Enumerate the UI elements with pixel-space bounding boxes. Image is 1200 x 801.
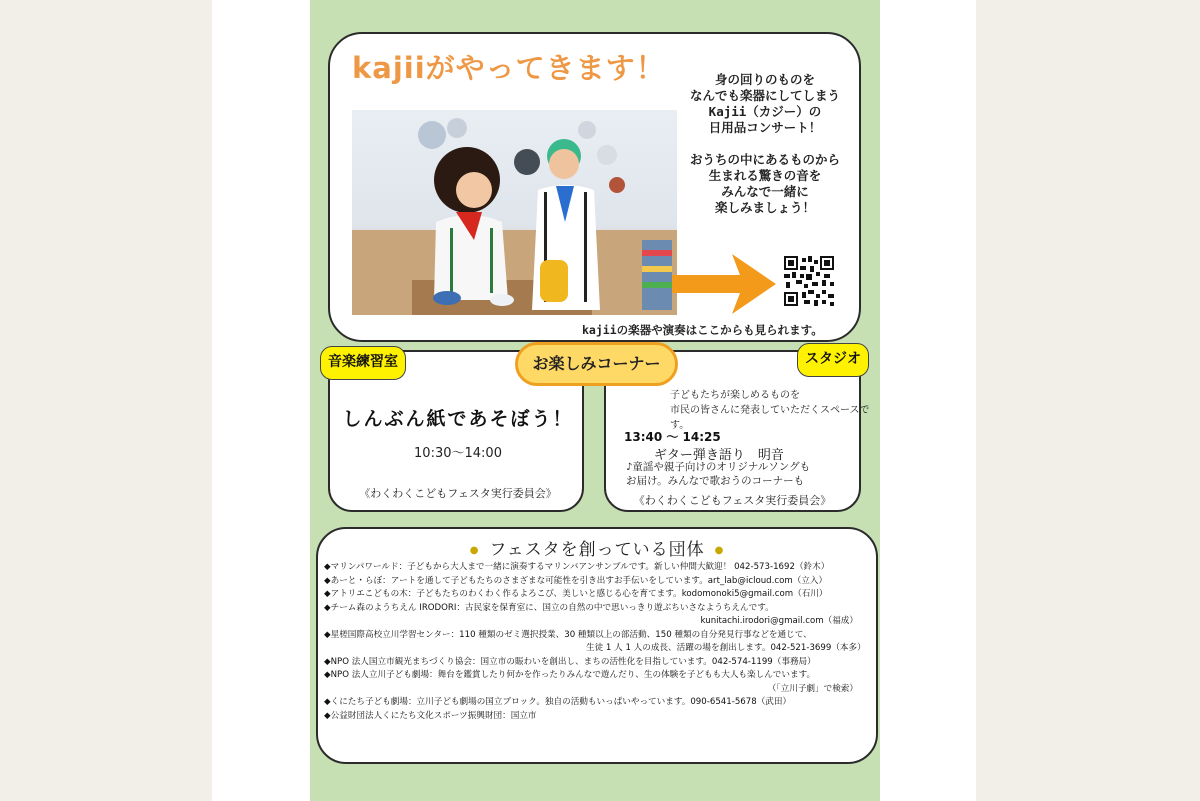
music-room-label: 音楽練習室 [320, 346, 406, 380]
dot-icon: ● [714, 544, 725, 556]
list-item: ◆NPO 法人立川子ども劇場：舞台を鑑賞したり何かを作ったりみんなで遊んだり、生の体験を子どもも大人も楽しんでいます。 [324, 670, 816, 680]
list-item-continued: kunitachi.irodori@gmail.com（福成） [700, 616, 858, 626]
music-room-organizer: 《わくわくこどもフェスタ実行委員会》 [359, 487, 557, 500]
studio-description-line: 市民の皆さんに発表していただくスペースです。 [670, 405, 870, 431]
intro-line: おうちの中にあるものから [689, 152, 840, 167]
intro-line: Kajii（カジー）の [708, 104, 822, 119]
intro-text [670, 72, 860, 216]
list-item: ◆くにたち子ども劇場：立川子ども劇場の国立ブロック。独自の活動もいっぱいやっています。090-6541-5678（武田） [324, 697, 792, 707]
performers-photo [352, 110, 677, 315]
list-item: ◆公益財団法人くにたち文化スポーツ振興財団：国立市 [324, 710, 537, 721]
list-item-continued: （「立川子劇」で検索） [767, 683, 858, 694]
corner-badge: お楽しみコーナー [515, 342, 678, 386]
intro-line: 楽しみましょう！ [714, 200, 815, 215]
groups-title: フェスタを創っている団体 [489, 540, 705, 560]
groups-heading [316, 535, 878, 560]
list-item: ◆星槎国際高校立川学習センター：110 種類のゼミ選択授業、30 種類以上の部活動、150 種類の自分発見行事などを通じて、 [324, 629, 812, 640]
list-item: ◆アトリエこどもの木：子どもたちのわくわく作るよろこび、美しいと感じる心を育てます。kodomonoki5@gmail.com（石川） [324, 589, 828, 599]
groups-list [324, 561, 876, 723]
poster-title: kajiiがやってきます！ [352, 51, 666, 85]
newspaper-activity-title: しんぶん紙であそぼう！ [342, 408, 574, 430]
poster [310, 0, 880, 801]
intro-line: 日用品コンサート！ [708, 120, 822, 135]
studio-note [626, 460, 810, 488]
qr-code-icon[interactable] [784, 256, 834, 306]
list-item: ◆あーと・らぼ：アートを通して子どもたちのさまざまな可能性を引き出すお手伝いをしています。art_lab@icloud.com（立入） [324, 575, 828, 586]
list-item-continued: 生徒 1 人 1 人の成長、活躍の場を創出します。042-521-3699（本多） [586, 643, 866, 653]
studio-time: 13:40 〜 14:25 [624, 430, 721, 444]
right-arrow-icon [670, 248, 780, 320]
qr-caption: kajiiの楽器や演奏はここからも見られます。 [582, 323, 823, 337]
studio-description [670, 388, 880, 433]
list-item: ◆チーム森のようちえん IRODORI：古民家を保育室に、国立の自然の中で思いっきり遊ぶちいさなようちえんです。 [324, 602, 774, 613]
intro-line: みんなで一緒に [721, 184, 809, 199]
studio-note-line: お届け。みんなで歌おうのコーナーも [626, 475, 805, 487]
studio-performance: ギター弾き語り 明音 [654, 448, 784, 463]
studio-note-line: ♪童謡や親子向けのオリジナルソングも [626, 461, 811, 473]
newspaper-activity-time: 10:30〜14:00 [414, 446, 502, 461]
intro-line: 身の回りのものを [714, 72, 815, 87]
intro-line: 生まれる驚きの音を [708, 168, 822, 183]
studio-label: スタジオ [797, 343, 869, 377]
studio-description-line: 子どもたちが楽しめるものを [670, 390, 800, 401]
intro-line: なんでも楽器にしてしまう [689, 88, 840, 103]
list-item: ◆マリンパワールド：子どもから大人まで一緒に演奏するマリンバアンサンブルです。新しい仲間大歓迎！ 042-573-1692（鈴木） [324, 562, 830, 572]
list-item: ◆NPO 法人国立市観光まちづくり協会：国立市の賑わいを創出し、まちの活性化を目指しています。042-574-1199（事務局） [324, 656, 816, 667]
dot-icon: ● [469, 544, 480, 556]
studio-organizer: 《わくわくこどもフェスタ実行委員会》 [633, 494, 832, 507]
